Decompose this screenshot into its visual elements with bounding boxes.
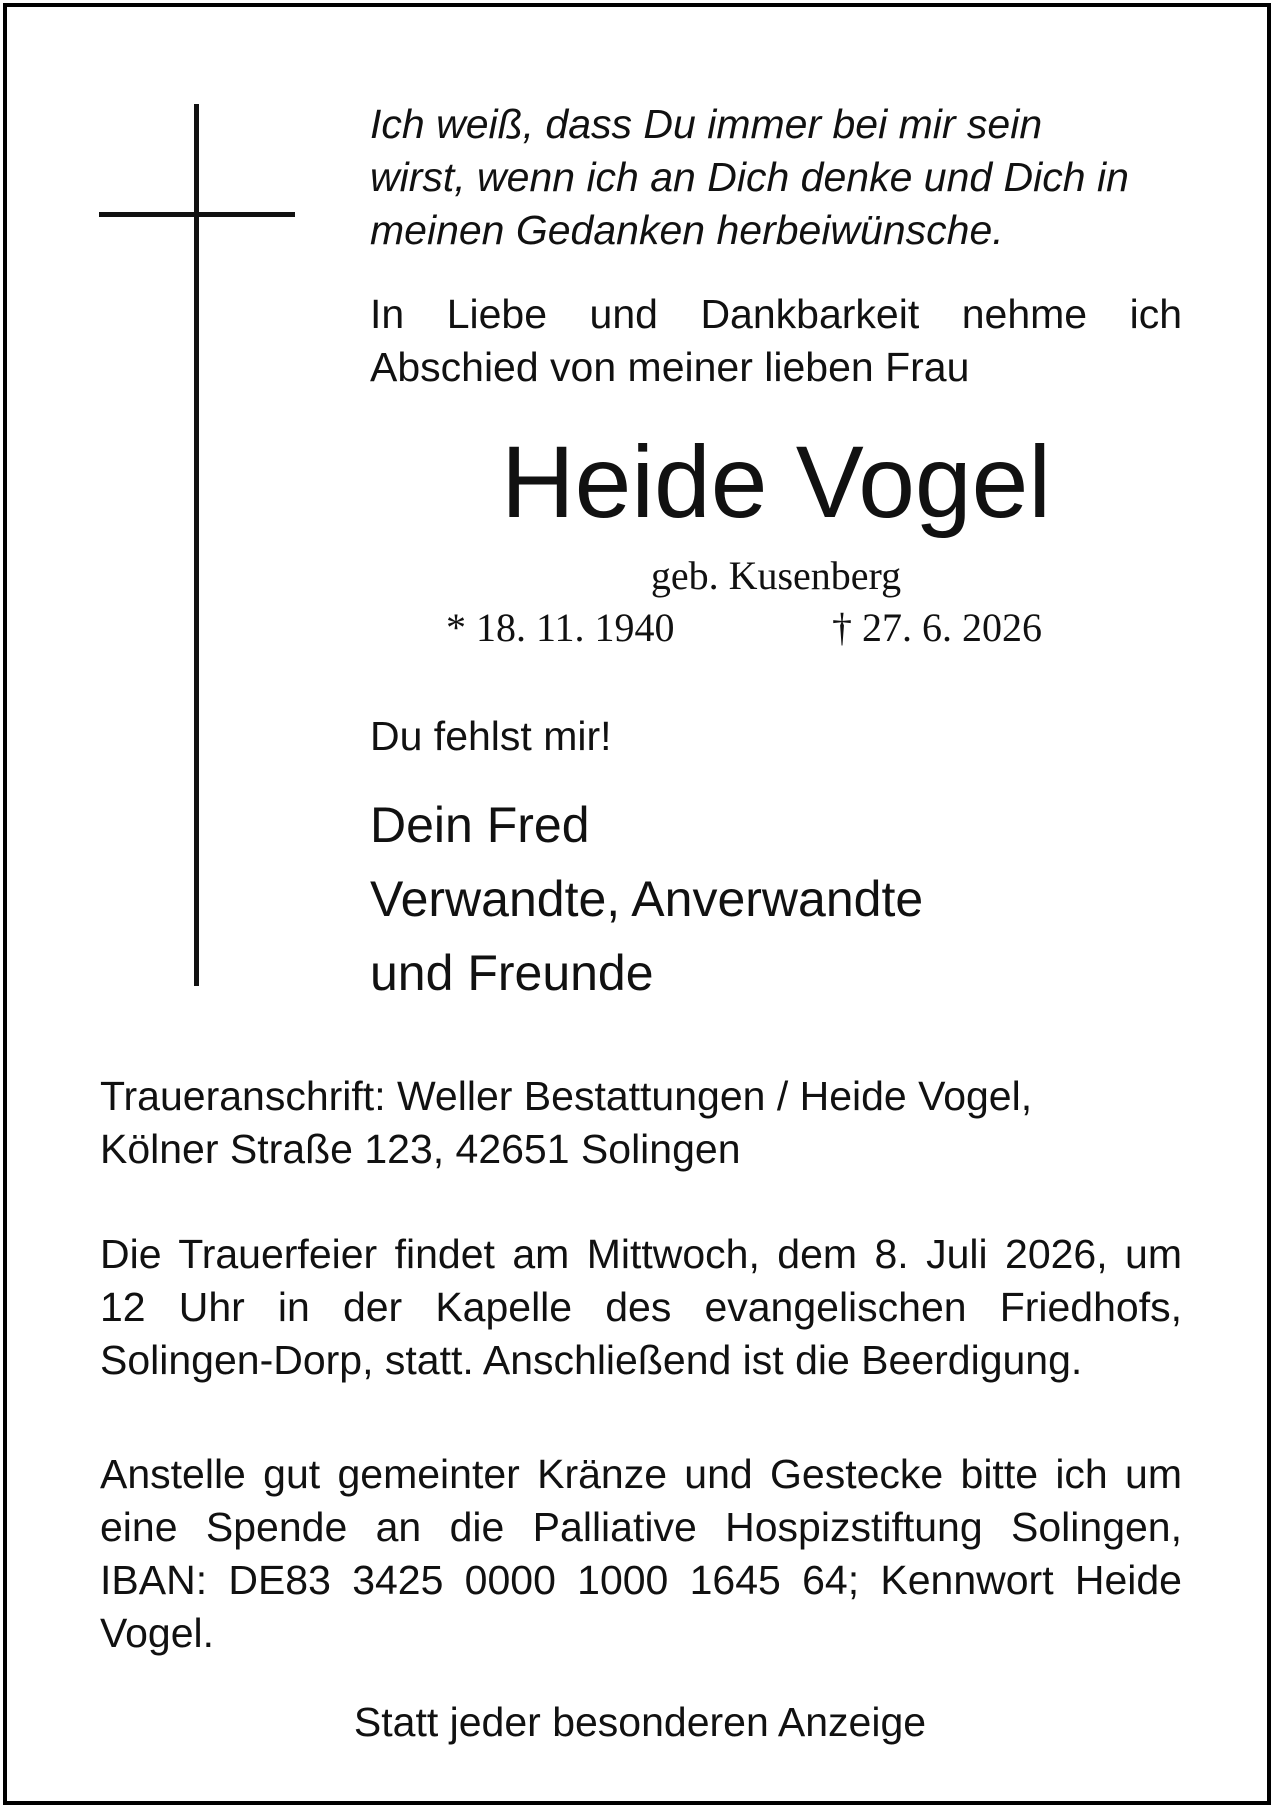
deceased-name: Heide Vogel: [500, 425, 1052, 539]
signatory-line: Dein Fred: [370, 797, 590, 853]
birth-date: * 18. 11. 1940: [446, 605, 675, 650]
quote-line: meinen Gedanken herbeiwünsche.: [370, 207, 1004, 253]
intro-line: Abschied von meiner lieben Frau: [370, 344, 970, 390]
mourning-address: [100, 1070, 1182, 1176]
signatories: [370, 788, 1182, 1010]
quote-line: wirst, wenn ich an Dich denke und Dich in: [370, 154, 1129, 200]
signatory-line: Verwandte, Anverwandte: [370, 871, 924, 927]
ceremony-details: Die Trauerfeier findet am Mittwoch, dem 8. Juli 2026, um 12 Uhr in der Kapelle des evangelischen Friedhofs, Solingen-Dorp, statt. Anschließend ist die Beerdigung.: [100, 1231, 1182, 1383]
address-line: Traueranschrift: Weller Bestattungen / Heide Vogel,: [100, 1073, 1033, 1119]
maiden-name: geb. Kusenberg: [650, 553, 902, 598]
address-line: Kölner Straße 123, 42651 Solingen: [100, 1126, 741, 1172]
notice-footer: Statt jeder besonderen Anzeige: [353, 1699, 927, 1745]
cross-icon-vertical: [194, 104, 199, 986]
signatory-line: und Freunde: [370, 945, 654, 1001]
death-date: † 27. 6. 2026: [832, 605, 1042, 650]
memorial-quote: [370, 98, 1182, 257]
donation-request: Anstelle gut gemeinter Kränze und Gestecke bitte ich um eine Spende an die Palliative Hospizstiftung Solingen, IBAN: DE83 3425 0000 1000 1645 64; Kennwort Heide Vogel.: [100, 1451, 1182, 1656]
cross-icon-horizontal: [99, 212, 295, 217]
personal-message: Du fehlst mir!: [370, 713, 612, 759]
farewell-intro: [370, 288, 1182, 394]
quote-line: Ich weiß, dass Du immer bei mir sein: [370, 101, 1043, 147]
intro-line: In Liebe und Dankbarkeit nehme ich: [370, 291, 1182, 337]
